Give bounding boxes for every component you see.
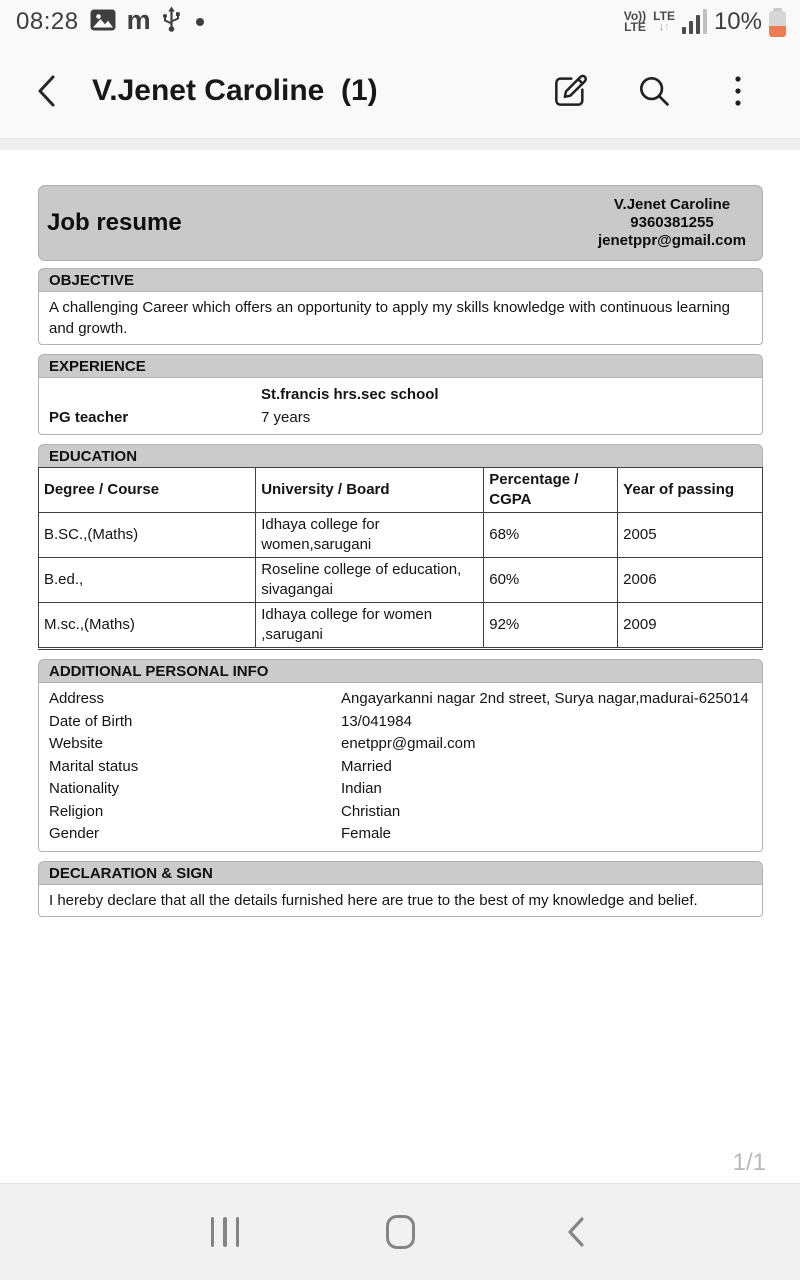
pi-label: Address xyxy=(49,690,105,707)
table-row xyxy=(39,558,763,603)
recents-icon xyxy=(211,1217,240,1247)
section-objective xyxy=(38,268,763,345)
list-item xyxy=(49,778,752,801)
usb-notification-icon xyxy=(162,5,181,39)
list-item xyxy=(49,711,752,734)
section-education xyxy=(38,444,763,650)
page-indicator: 1/1 xyxy=(732,1149,766,1176)
pi-value: enetppr@gmail.com xyxy=(341,735,476,752)
education-heading: EDUCATION xyxy=(38,444,763,467)
personal-info-heading: ADDITIONAL PERSONAL INFO xyxy=(38,659,763,682)
cell-year: 2006 xyxy=(618,558,763,603)
col-header-year: Year of passing xyxy=(618,468,763,513)
cell-percentage: 92% xyxy=(484,603,618,649)
experience-duration: 7 years xyxy=(261,409,311,426)
contact-name: V.Jenet Caroline xyxy=(613,196,731,213)
section-personal-info xyxy=(38,659,763,852)
resume-header-box xyxy=(38,185,763,261)
overflow-menu-button[interactable] xyxy=(716,69,760,113)
cell-degree: B.SC.,(Maths) xyxy=(39,513,256,558)
cell-percentage: 68% xyxy=(484,513,618,558)
volte-icon: Vo)) LTE xyxy=(623,9,647,34)
experience-role: PG teacher xyxy=(49,409,129,426)
pi-value: Christian xyxy=(341,802,401,820)
home-button[interactable] xyxy=(355,1184,445,1280)
back-button[interactable] xyxy=(26,69,66,113)
cell-university: Roseline college of education, sivagangai xyxy=(256,558,484,603)
cell-percentage: 60% xyxy=(484,558,618,603)
declaration-heading: DECLARATION & SIGN xyxy=(38,861,763,884)
pi-value: 13/041984 xyxy=(341,712,412,730)
list-item xyxy=(49,823,752,846)
pi-value: Female xyxy=(341,825,392,842)
table-row xyxy=(39,513,763,558)
document-title: V.Jenet Caroline (1) xyxy=(92,74,378,107)
pi-label: Nationality xyxy=(49,780,120,797)
home-icon xyxy=(386,1215,415,1249)
education-table xyxy=(38,467,763,650)
list-item xyxy=(49,688,752,711)
search-button[interactable] xyxy=(632,69,676,113)
objective-text: A challenging Career which offers an opportunity to apply my skills knowledge with continuous learning and growth. xyxy=(38,291,763,345)
col-header-university: University / Board xyxy=(256,468,484,513)
pi-label: Religion xyxy=(49,802,104,820)
battery-icon xyxy=(769,8,786,37)
col-header-percentage: Percentage / CGPA xyxy=(484,468,618,513)
cell-year: 2005 xyxy=(618,513,763,558)
screenshot-notification-icon xyxy=(90,9,116,36)
list-item xyxy=(49,756,752,779)
cell-year: 2009 xyxy=(618,603,763,649)
gmail-notification-icon: m xyxy=(126,4,151,35)
education-header-row xyxy=(39,468,763,513)
pi-value: Angayarkanni nagar 2nd street, Surya nagar,madurai-625014 xyxy=(341,690,749,707)
section-declaration xyxy=(38,861,763,917)
pi-label: Website xyxy=(49,735,103,752)
col-header-degree: Degree / Course xyxy=(39,468,256,513)
status-bar xyxy=(0,0,800,44)
pi-label: Marital status xyxy=(49,757,139,775)
cell-university: Idhaya college for women ,sarugani xyxy=(256,603,484,649)
pi-value: Indian xyxy=(341,780,382,797)
table-row xyxy=(39,603,763,649)
nav-back-button[interactable] xyxy=(530,1184,620,1280)
document-page[interactable] xyxy=(0,150,800,1184)
lte-data-icon: LTE ↓↑ xyxy=(653,9,675,33)
recents-button[interactable] xyxy=(180,1184,270,1280)
signal-strength-icon xyxy=(682,10,707,34)
list-item xyxy=(49,801,752,824)
cell-degree: M.sc.,(Maths) xyxy=(39,603,256,649)
declaration-text: I hereby declare that all the details furnished here are true to the best of my knowledge and belief. xyxy=(38,884,763,917)
experience-school: St.francis hrs.sec school xyxy=(261,386,439,403)
pi-label: Date of Birth xyxy=(49,712,133,730)
section-experience xyxy=(38,354,763,435)
battery-percent: 10% xyxy=(713,8,762,35)
cell-degree: B.ed., xyxy=(39,558,256,603)
app-bar-divider xyxy=(0,138,800,150)
clock: 08:28 xyxy=(16,8,79,35)
objective-heading: OBJECTIVE xyxy=(38,268,763,291)
list-item xyxy=(49,733,752,756)
navigation-bar xyxy=(0,1184,800,1280)
experience-heading: EXPERIENCE xyxy=(38,354,763,377)
contact-phone: 9360381255 xyxy=(630,214,714,231)
nav-back-icon xyxy=(565,1216,586,1248)
contact-email: jenetppr@gmail.com xyxy=(598,232,746,249)
notification-dot-icon xyxy=(196,18,204,26)
edit-button[interactable] xyxy=(548,69,592,113)
pi-label: Gender xyxy=(49,825,100,842)
pi-value: Married xyxy=(341,757,392,775)
resume-title: Job resume xyxy=(47,209,182,236)
cell-university: Idhaya college for women,sarugani xyxy=(256,513,484,558)
app-bar xyxy=(0,44,800,138)
contact-block xyxy=(598,196,746,250)
